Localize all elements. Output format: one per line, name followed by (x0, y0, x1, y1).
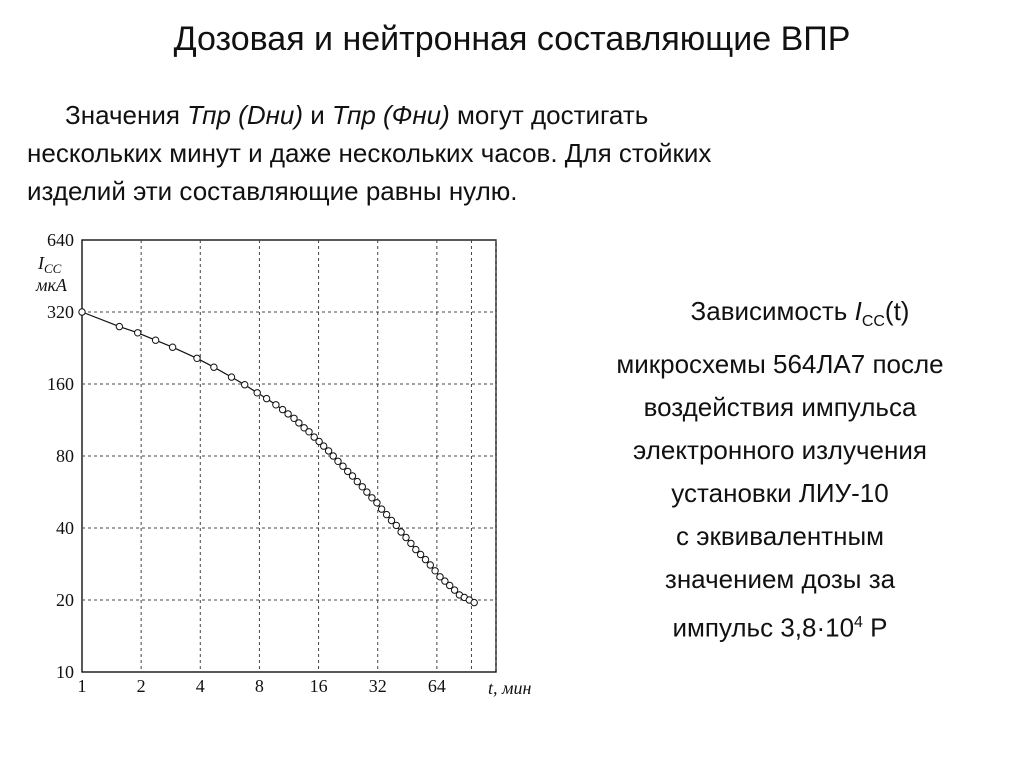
data-point (349, 473, 355, 479)
caption-var: I (854, 296, 862, 326)
data-point (364, 489, 370, 495)
caption-sub: CC (861, 313, 885, 331)
caption-line-6: с эквивалентным (676, 521, 884, 552)
data-point (263, 395, 269, 401)
intro-term-1: Тпр (Dни) (187, 100, 304, 130)
grid-lines (82, 240, 496, 672)
caption-line-1 (545, 290, 1015, 343)
data-point (432, 568, 438, 574)
data-point (273, 402, 279, 408)
data-point (254, 390, 260, 396)
y-tick-label: 40 (56, 518, 74, 538)
data-point (296, 420, 302, 426)
intro-line-2: нескольких минут и даже нескольких часов. Для стойких (27, 138, 712, 168)
x-tick-label: 32 (368, 676, 387, 696)
y-axis-var: $I_{CC}$ (38, 253, 62, 276)
y-axis-label (35, 253, 68, 295)
data-point (374, 500, 380, 506)
x-tick-label: 16 (309, 676, 328, 696)
data-point (116, 323, 122, 329)
curve-layer (79, 309, 478, 606)
data-point (194, 355, 200, 361)
y-axis-unit: мкА (36, 275, 67, 295)
data-point (383, 511, 389, 517)
caption-text: Зависимость (690, 296, 855, 326)
data-point (211, 364, 217, 370)
data-point (330, 453, 336, 459)
intro-text-1: Значения (65, 100, 188, 130)
y-tick-label: 640 (47, 230, 74, 250)
data-point (79, 309, 85, 315)
data-point (285, 411, 291, 417)
data-point (242, 382, 248, 388)
data-point (403, 534, 409, 540)
x-tick-label: 8 (254, 676, 264, 696)
intro-line-1 (27, 96, 1007, 134)
data-point (335, 458, 341, 464)
caption-dose: импульс 3,8·10 (672, 612, 855, 643)
data-point (471, 599, 477, 605)
data-point (279, 406, 285, 412)
caption-line-3: воздействия импульса (643, 392, 917, 423)
caption-arg: (t) (884, 296, 910, 326)
data-point (169, 344, 175, 350)
page-title: Дозовая и нейтронная составляющие ВПР (173, 20, 851, 58)
data-point (398, 529, 404, 535)
intro-term-2: Тпр (Фни) (332, 100, 450, 130)
intro-text-2: и (303, 100, 333, 130)
data-point (393, 522, 399, 528)
x-tick-label: 2 (136, 676, 146, 696)
x-tick-label: 64 (427, 676, 446, 696)
caption-exp: 4 (854, 614, 863, 632)
caption-line-4: электронного излучения (633, 435, 927, 466)
data-point (427, 562, 433, 568)
data-point (369, 495, 375, 501)
caption-line-7: значением дозы за (664, 564, 896, 595)
intro-line-3: изделий эти составляющие равны нулю. (27, 176, 518, 206)
x-tick-label: 4 (195, 676, 205, 696)
caption-line-5: установки ЛИУ-10 (671, 478, 889, 509)
data-point (354, 478, 360, 484)
data-point (135, 330, 141, 336)
tick-labels (47, 230, 446, 696)
x-tick-label: 1 (77, 676, 87, 696)
data-point (408, 540, 414, 546)
data-point (422, 556, 428, 562)
y-tick-label: 20 (56, 590, 74, 610)
caption-line-8 (545, 601, 1015, 650)
data-point (417, 551, 423, 557)
y-tick-label: 80 (56, 446, 74, 466)
caption-line-2: микросхемы 564ЛА7 после (616, 349, 944, 380)
caption-unit: Р (862, 612, 888, 643)
data-point (340, 463, 346, 469)
data-point (378, 506, 384, 512)
data-point (228, 374, 234, 380)
figure-caption (545, 290, 1015, 650)
y-tick-label: 160 (47, 374, 74, 394)
x-axis-label: t, мин (488, 678, 532, 698)
data-point (306, 429, 312, 435)
icc-chart (0, 225, 560, 705)
intro-paragraph (27, 96, 1007, 210)
data-point (325, 448, 331, 454)
y-tick-label: 10 (56, 662, 74, 682)
data-point (359, 484, 365, 490)
intro-text-3: могут достигать (449, 100, 649, 130)
y-tick-label: 320 (47, 302, 74, 322)
data-point (152, 337, 158, 343)
